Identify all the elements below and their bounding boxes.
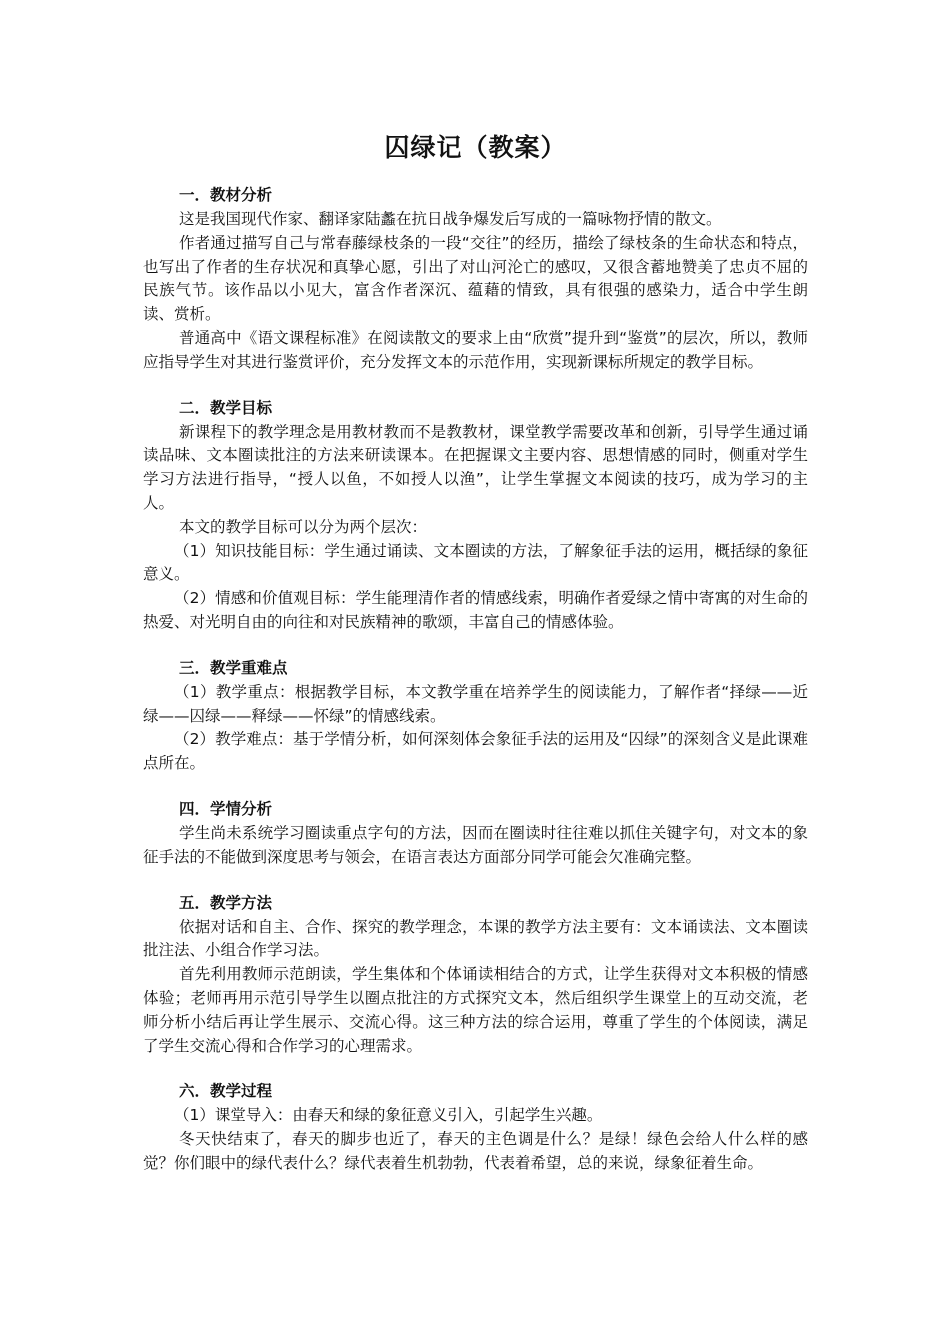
section-heading: 四．学情分析 [179, 799, 273, 818]
paragraph: 首先利用教师示范朗读，学生集体和个体诵读相结合的方式，让学生获得对文本积极的情感体验；老师再用示范引导学生以圈点批注的方式探究文本，然后组织学生课堂上的互动交流，老师分析小结后再让学生展示、交流心得。这三种方法的综合运用，尊重了学生的个体阅读，满足了学生交流心得和合作学习的心理需求。 [143, 965, 808, 1055]
paragraph: 本文的教学目标可以分为两个层次： [179, 517, 428, 536]
paragraph: 这是我国现代作家、翻译家陆蠡在抗日战争爆发后写成的一篇咏物抒情的散文。 [179, 210, 722, 228]
section-student-analysis [143, 798, 808, 870]
section-heading: 二．教学目标 [179, 398, 273, 417]
paragraph: 依据对话和自主、合作、探究的教学理念，本课的教学方法主要有：文本诵读法、文本圈读批注法、小组合作学习法。 [143, 917, 808, 960]
section-textbook-analysis [143, 184, 808, 375]
paragraph: 学生尚未系统学习圈读重点字句的方法，因而在圈读时往往难以抓住关键字句，对文本的象征手法的不能做到深度思考与领会，在语言表达方面部分同学可能会欠准确完整。 [143, 823, 808, 866]
paragraph: （1）教学重点：根据教学目标，本文教学重在培养学生的阅读能力，了解作者“择绿——近绿——囚绿——释绿——怀绿”的情感线索。 [143, 682, 808, 725]
paragraph: （1）知识技能目标：学生通过诵读、文本圈读的方法，了解象征手法的运用，概括绿的象征意义。 [143, 541, 808, 584]
section-key-difficult-points [143, 657, 808, 776]
paragraph: （1）课堂导入：由春天和绿的象征意义引入，引起学生兴趣。 [174, 1106, 603, 1125]
section-heading: 六．教学过程 [179, 1082, 273, 1101]
section-teaching-process [143, 1080, 808, 1175]
paragraph: 作者通过描写自己与常春藤绿枝条的一段“交往”的经历，描绘了绿枝条的生命状态和特点，也写出了作者的生存状况和真挚心愿，引出了对山河沦亡的感叹，又很含蓄地赞美了忠贞不屈的民族气节。该作品以小见大，富含作者深沉、蕴藉的情致，具有很强的感染力，适合中学生朗读、赏析。 [143, 233, 808, 324]
section-heading: 一．教材分析 [179, 186, 273, 204]
paragraph: （2）教学难点：基于学情分析，如何深刻体会象征手法的运用及“囚绿”的深刻含义是此课难点所在。 [143, 730, 808, 773]
section-heading: 五．教学方法 [179, 893, 273, 912]
paragraph: 普通高中《语文课程标准》在阅读散文的要求上由“欣赏”提升到“鉴赏”的层次，所以，教师应指导学生对其进行鉴赏评价，充分发挥文本的示范作用，实现新课标所规定的教学目标。 [143, 328, 808, 371]
paragraph: （2）情感和价值观目标：学生能理清作者的情感线索，明确作者爱绿之情中寄寓的对生命的热爱、对光明自由的向往和对民族精神的歌颂，丰富自己的情感体验。 [143, 589, 808, 631]
section-heading: 三．教学重难点 [179, 658, 288, 677]
paragraph: 冬天快结束了，春天的脚步也近了，春天的主色调是什么？是绿！绿色会给人什么样的感觉？你们眼中的绿代表什么？绿代表着生机勃勃，代表着希望，总的来说，绿象征着生命。 [143, 1130, 808, 1172]
section-teaching-goals [143, 397, 808, 635]
paragraph: 新课程下的教学理念是用教材教而不是教教材，课堂教学需要改革和创新，引导学生通过诵读品味、文本圈读批注的方法来研读课本。在把握课文主要内容、思想情感的同时，侧重对学生学习方法进行指导，“授人以鱼，不如授人以渔”，让学生掌握文本阅读的技巧，成为学习的主人。 [143, 422, 808, 512]
document-page [143, 126, 808, 1176]
document-title: 囚绿记（教案） [384, 133, 567, 162]
section-teaching-methods [143, 892, 808, 1059]
